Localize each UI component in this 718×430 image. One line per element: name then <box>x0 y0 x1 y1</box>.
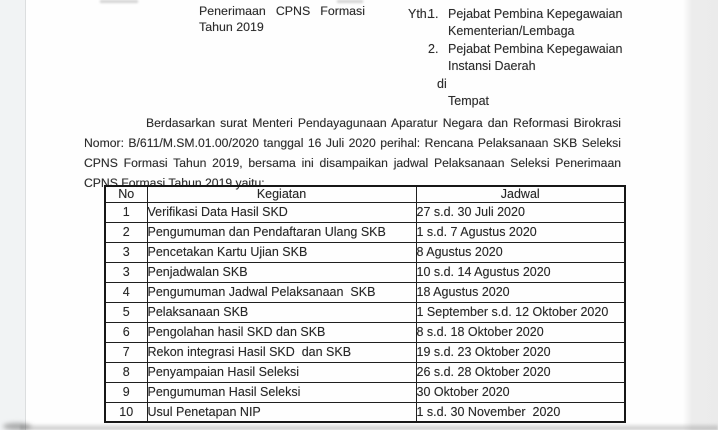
table-row <box>105 322 625 342</box>
recipient-closing-di: di <box>437 76 447 91</box>
recipient-salutation <box>408 23 428 40</box>
recipient-item-number: 1. <box>428 7 439 21</box>
subject-line-1: Penerimaan CPNS Formasi <box>199 4 365 18</box>
scan-right-margin <box>683 0 718 430</box>
cell-no: 2 <box>105 222 147 242</box>
table-row <box>105 382 625 402</box>
cell-jadwal: 18 Agustus 2020 <box>416 282 625 302</box>
cell-jadwal: 8 s.d. 18 Oktober 2020 <box>416 322 625 342</box>
schedule-table <box>104 185 626 423</box>
paragraph-line: CPNS Formasi Tahun 2019 yaitu: <box>84 176 265 190</box>
cell-kegiatan: Usul Penetapan NIP <box>147 402 416 422</box>
recipient-closing-place: Tempat <box>448 94 489 109</box>
recipient-row-2b <box>408 58 648 75</box>
cell-kegiatan: Pengumuman Jadwal Pelaksanaan SKB <box>147 282 416 302</box>
schedule-table-header <box>105 186 625 202</box>
scan-corner-smudge <box>3 423 31 430</box>
cell-kegiatan: Penjadwalan SKB <box>147 262 416 282</box>
cell-no: 5 <box>105 302 147 322</box>
recipient-salutation <box>408 58 428 75</box>
cell-no: 3 <box>105 262 147 282</box>
column-header-jadwal: Jadwal <box>416 186 625 202</box>
scan-artifact <box>100 0 138 3</box>
recipient-row-1a <box>408 6 648 23</box>
recipient-row-2a <box>408 41 648 58</box>
table-row <box>105 242 625 262</box>
cell-jadwal: 10 s.d. 14 Agustus 2020 <box>416 262 625 282</box>
cell-jadwal: 19 s.d. 23 Oktober 2020 <box>416 342 625 362</box>
table-row <box>105 342 625 362</box>
recipient-line: Instansi Daerah <box>448 59 536 74</box>
paragraph-line: CPNS Formasi Tahun 2019, bersama ini disampaikan jadwal Pelaksanaan Seleksi Penerimaan <box>84 156 621 170</box>
recipient-line: Pejabat Pembina Kepegawaian <box>448 41 623 56</box>
column-header-kegiatan: Kegiatan <box>147 186 416 202</box>
recipient-item-number: 2. <box>428 41 439 56</box>
letter-subject-block <box>199 3 365 35</box>
cell-jadwal: 27 s.d. 30 Juli 2020 <box>416 202 625 222</box>
cell-kegiatan: Rekon integrasi Hasil SKD dan SKB <box>147 342 416 362</box>
paragraph-line: Nomor: B/611/M.SM.01.00/2020 tanggal 16 Juli 2020 perihal: Rencana Pelaksanaan SKB Seleksi <box>84 136 621 150</box>
recipient-line: Kementerian/Lembaga <box>448 24 575 39</box>
cell-no: 1 <box>105 202 147 222</box>
table-row <box>105 262 625 282</box>
subject-line-2: Tahun 2019 <box>199 20 264 34</box>
scan-bottom-shadow <box>20 423 718 430</box>
recipient-salutation: Yth. <box>408 7 431 21</box>
cell-kegiatan: Verifikasi Data Hasil SKD <box>147 202 416 222</box>
recipient-salutation <box>408 41 428 58</box>
recipient-block <box>408 6 648 110</box>
recipient-row-1b <box>408 23 648 40</box>
cell-jadwal: 1 September s.d. 12 Oktober 2020 <box>416 302 625 322</box>
paragraph-line: Berdasarkan surat Menteri Pendayagunaan Aparatur Negara dan Reformasi Birokrasi <box>146 116 621 130</box>
recipient-item-number <box>428 23 448 40</box>
table-row <box>105 302 625 322</box>
table-row <box>105 282 625 302</box>
cell-jadwal: 30 Oktober 2020 <box>416 382 625 402</box>
cell-kegiatan: Pengumuman dan Pendaftaran Ulang SKB <box>147 222 416 242</box>
cell-no: 3 <box>105 242 147 262</box>
cell-kegiatan: Pelaksanaan SKB <box>147 302 416 322</box>
column-header-no: No <box>105 186 147 202</box>
cell-jadwal: 1 s.d. 7 Agustus 2020 <box>416 222 625 242</box>
cell-no: 7 <box>105 342 147 362</box>
cell-no: 6 <box>105 322 147 342</box>
body-paragraph <box>84 113 621 193</box>
scan-left-margin <box>0 0 26 430</box>
table-row <box>105 402 625 422</box>
cell-jadwal: 8 Agustus 2020 <box>416 242 625 262</box>
recipient-item-number <box>428 58 448 75</box>
cell-no: 8 <box>105 362 147 382</box>
cell-kegiatan: Pencetakan Kartu Ujian SKB <box>147 242 416 262</box>
recipient-line: Pejabat Pembina Kepegawaian <box>448 7 623 21</box>
cell-jadwal: 1 s.d. 30 November 2020 <box>416 402 625 422</box>
cell-jadwal: 26 s.d. 28 Oktober 2020 <box>416 362 625 382</box>
cell-kegiatan: Pengumuman Hasil Seleksi <box>147 382 416 402</box>
table-row <box>105 222 625 242</box>
cell-no: 9 <box>105 382 147 402</box>
table-row <box>105 362 625 382</box>
cell-no: 10 <box>105 402 147 422</box>
cell-kegiatan: Pengolahan hasil SKD dan SKB <box>147 322 416 342</box>
cell-kegiatan: Penyampaian Hasil Seleksi <box>147 362 416 382</box>
cell-no: 4 <box>105 282 147 302</box>
table-row <box>105 202 625 222</box>
